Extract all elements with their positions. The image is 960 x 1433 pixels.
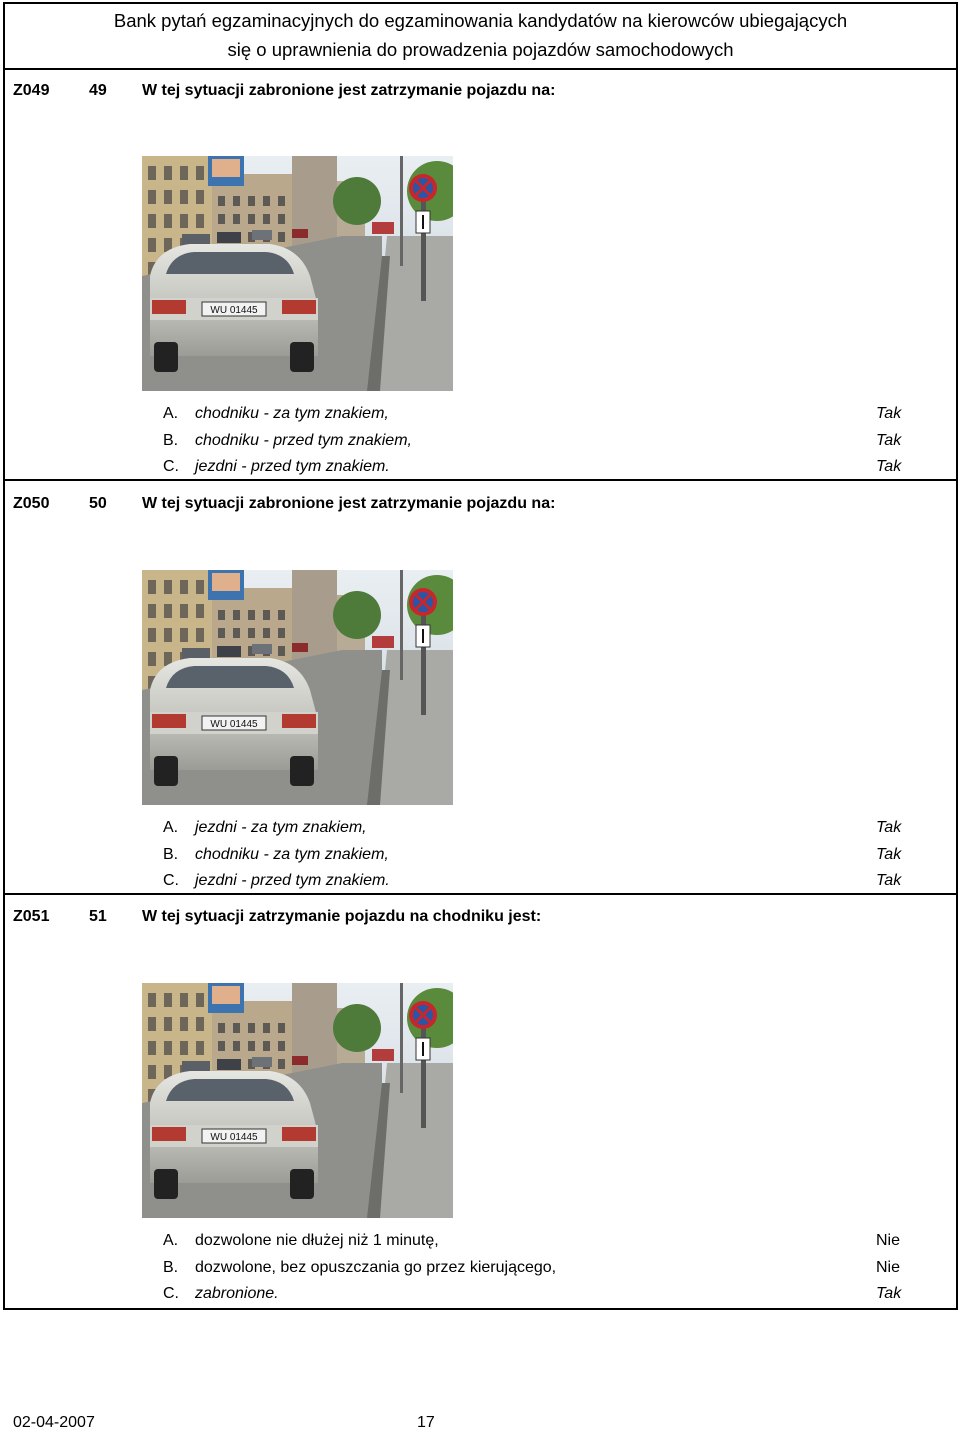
answer-value: Tak [876,432,902,449]
question-block [5,896,956,1308]
answer-letter: B. [163,432,179,449]
question-number: 50 [89,495,107,512]
answer-letter: C. [163,1285,179,1302]
answer-row [5,1259,956,1285]
document-frame [3,2,958,1310]
question-code: Z049 [13,82,50,99]
answer-text: chodniku - przed tym znakiem, [195,432,412,449]
answer-text: chodniku - za tym znakiem, [195,405,389,422]
answer-row [5,1232,956,1258]
question-block [5,483,956,896]
answer-text: jezdni - przed tym znakiem. [195,458,390,475]
document-header [5,4,956,70]
question-text: W tej sytuacji zatrzymanie pojazdu na chodniku jest: [142,908,542,925]
footer-page-number: 17 [417,1414,435,1431]
question-code: Z051 [13,908,50,925]
answer-text: dozwolone nie dłużej niż 1 minutę, [195,1232,439,1249]
answer-row [5,432,956,458]
answer-row [5,1285,956,1311]
answer-letter: A. [163,405,179,422]
question-heading [5,495,956,517]
answer-row [5,405,956,431]
answer-text: jezdni - za tym znakiem, [195,819,367,836]
question-photo [142,983,453,1218]
answer-value: Tak [876,1285,902,1302]
street-scene-svg [142,570,453,805]
answer-value: Nie [876,1259,901,1276]
answer-value: Nie [876,1232,901,1249]
street-scene-svg [142,983,453,1218]
answer-letter: B. [163,1259,179,1276]
answer-text: chodniku - za tym znakiem, [195,846,389,863]
footer-date: 02-04-2007 [13,1414,95,1431]
answer-text: dozwolone, bez opuszczania go przez kierującego, [195,1259,557,1276]
answer-value: Tak [876,872,902,889]
answer-value: Tak [876,819,902,836]
question-photo [142,570,453,805]
question-divider [3,893,958,895]
header-title-line-2: się o uprawnienia do prowadzenia pojazdów samochodowych [227,39,734,60]
answer-row [5,846,956,872]
answer-letter: A. [163,1232,179,1249]
question-heading [5,82,956,104]
question-text: W tej sytuacji zabronione jest zatrzymanie pojazdu na: [142,495,556,512]
header-title-line-1: Bank pytań egzaminacyjnych do egzaminowania kandydatów na kierowców ubiegających [113,10,848,31]
question-photo [142,156,453,391]
answer-value: Tak [876,458,902,475]
answer-letter: A. [163,819,179,836]
answer-letter: B. [163,846,179,863]
question-number: 51 [89,908,107,925]
question-number: 49 [89,82,107,99]
answer-row [5,819,956,845]
question-code: Z050 [13,495,50,512]
answer-letter: C. [163,458,179,475]
license-plate-text: WU 01445 [210,719,258,730]
answer-value: Tak [876,405,902,422]
answer-value: Tak [876,846,902,863]
answer-letter: C. [163,872,179,889]
license-plate-text: WU 01445 [210,305,258,316]
question-divider [3,479,958,481]
question-heading [5,908,956,930]
answer-text: zabronione. [195,1285,279,1302]
answer-text: jezdni - przed tym znakiem. [195,872,390,889]
question-text: W tej sytuacji zabronione jest zatrzymanie pojazdu na: [142,82,556,99]
street-scene-svg [142,156,453,391]
license-plate-text: WU 01445 [210,1132,258,1143]
question-block [5,70,956,482]
